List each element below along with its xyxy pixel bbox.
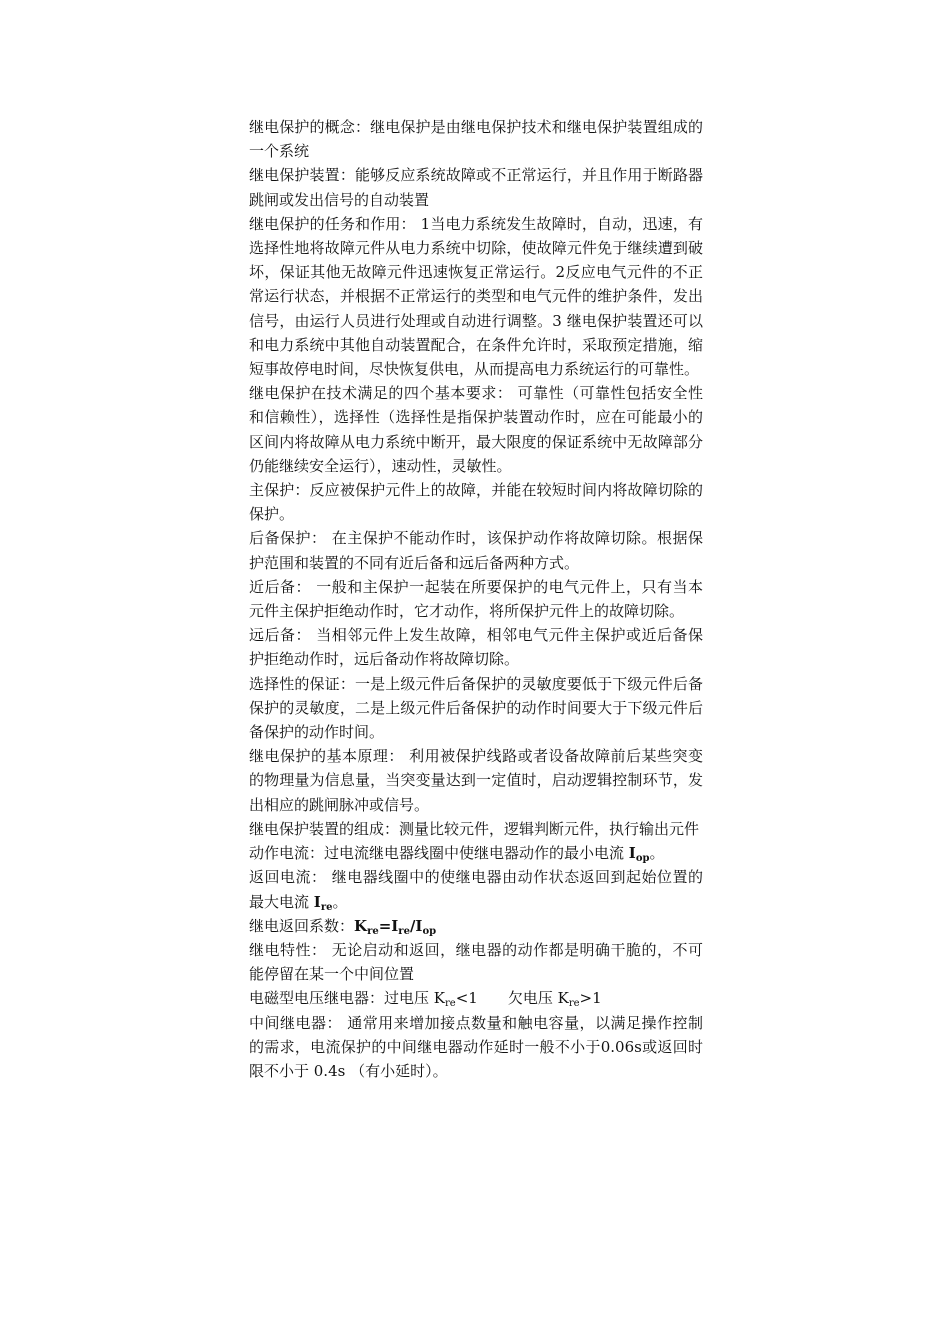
- paragraph-relay-device: 继电保护装置：能够反应系统故障或不正常运行，并且作用于断路器跳闸或发出信号的自动装置: [249, 166, 703, 209]
- paragraph-remote-backup: 远后备： 当相邻元件上发生故障，相邻电气元件主保护或近后备保护拒绝动作时，远后备动作将故障切除。: [249, 626, 703, 669]
- return-coefficient-formula: [354, 917, 436, 935]
- paragraph-backup-protection: 后备保护： 在主保护不能动作时，该保护动作将故障切除。根据保护范围和装置的不同有近后备和远后备两种方式。: [249, 529, 703, 572]
- paragraph-return-coefficient: [249, 914, 703, 938]
- formula-eq: =I: [378, 916, 399, 935]
- paragraph-selectivity: 选择性的保证：一是上级元件后备保护的灵敏度要低于下级元件后备保护的灵敏度，二是上级元件后备保护的动作时间要大于下级元件后备保护的动作时间。: [249, 674, 703, 742]
- paragraph-main-protection: 主保护：反应被保护元件上的故障，并能在较短时间内将故障切除的保护。: [249, 481, 703, 524]
- document-body: [249, 115, 703, 1083]
- paragraph-basic-requirements: 继电保护在技术满足的四个基本要求： 可靠性（可靠性包括安全性和信赖性），选择性（选择性是指保护装置动作时，应在可能最小的区间内将故障从电力系统中断开，最大限度的保证系统中无故障部分仍能继续安全运行），速动性，灵敏性。: [249, 384, 703, 475]
- em-relay-v1: <1: [455, 989, 478, 1008]
- formula-i2-sub: op: [422, 925, 437, 937]
- em-relay-v2: >1: [579, 989, 602, 1008]
- em-relay-k1-sub: re: [445, 998, 456, 1010]
- return-coefficient-label: 继电返回系数：: [249, 916, 355, 935]
- pickup-current-end: 。: [649, 844, 665, 863]
- return-current-end: 。: [332, 892, 348, 911]
- em-relay-k2: K: [557, 989, 569, 1008]
- return-symbol-sub: re: [320, 901, 333, 913]
- pickup-current-text: 动作电流：过电流继电器线圈中使继电器动作的最小电流: [249, 844, 629, 863]
- return-symbol-letter: I: [313, 892, 321, 911]
- paragraph-return-current: [249, 865, 703, 913]
- em-relay-k1: K: [433, 989, 445, 1008]
- pickup-symbol-letter: I: [628, 844, 636, 863]
- formula-k: K: [354, 916, 368, 935]
- formula-k-sub: re: [367, 925, 379, 937]
- paragraph-intermediate-relay: 中间继电器： 通常用来增加接点数量和触电容量，以满足操作控制的需求，电流保护的中间继电器动作延时一般不小于0.06s或返回时限不小于 0.4s （有小延时）。: [249, 1013, 703, 1080]
- paragraph-relay-characteristic: 继电特性： 无论启动和返回，继电器的动作都是明确干脆的，不可能停留在某一个中间位置: [249, 940, 703, 984]
- formula-i1-sub: re: [398, 925, 410, 937]
- em-relay-under-label: 欠电压: [507, 989, 558, 1008]
- paragraph-relay-concept: 继电保护的概念：继电保护是由继电保护技术和继电保护装置组成的一个系统: [249, 118, 703, 161]
- pickup-current-symbol: [628, 844, 650, 865]
- return-current-symbol: [314, 893, 333, 911]
- paragraph-pickup-current: [249, 841, 703, 865]
- em-relay-k2-sub: re: [568, 998, 580, 1010]
- formula-slash: /I: [409, 916, 423, 935]
- pickup-symbol-sub: op: [635, 853, 650, 865]
- paragraph-electromagnetic-relay: [249, 986, 703, 1010]
- em-relay-label: 电磁型电压继电器：过电压: [249, 989, 434, 1008]
- return-current-text: 返回电流： 继电器线圈中的使继电器由动作状态返回到起始位置的最大电流: [249, 868, 703, 911]
- paragraph-device-composition: 继电保护装置的组成：测量比较元件，逻辑判断元件，执行输出元件: [249, 819, 700, 838]
- paragraph-basic-principle: 继电保护的基本原理： 利用被保护线路或者设备故障前后某些突变的物理量为信息量，当突变量达到一定值时，启动逻辑控制环节，发出相应的跳闸脉冲或信号。: [249, 747, 703, 814]
- paragraph-near-backup: 近后备： 一般和主保护一起装在所要保护的电气元件上，只有当本元件主保护拒绝动作时，它才动作，将所保护元件上的故障切除。: [249, 577, 703, 621]
- paragraph-relay-tasks: 继电保护的任务和作用： 1当电力系统发生故障时，自动，迅速，有选择性地将故障元件从电力系统中切除，使故障元件免于继续遭到破坏，保证其他无故障元件迅速恢复正常运行。2反应电气元件的不正常运行状态，并根据不正常运行的类型和电气元件的维护条件，发出信号，由运行人员进行处理或自动进行调整。3 继电保护装置还可以和电力系统中其他自动装置配合，在条件允许时，采取预定措施，缩短事故停电时间，尽快恢复供电，从而提高电力系统运行的可靠性。: [249, 214, 703, 379]
